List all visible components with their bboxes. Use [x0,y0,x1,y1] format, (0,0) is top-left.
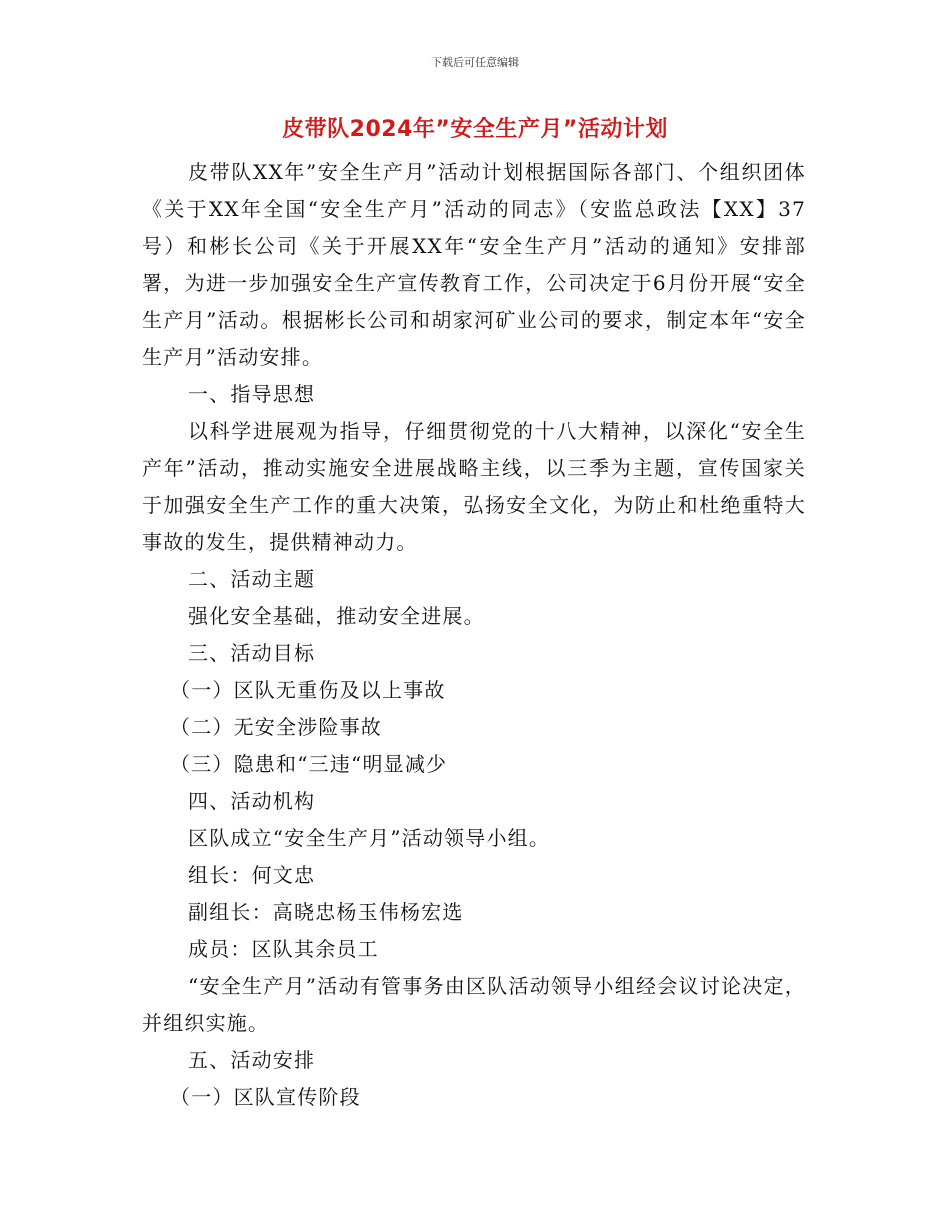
organization-decision-paragraph: “安全生产月”活动有管事务由区队活动领导小组经会议讨论决定，并组织实施。 [142,974,806,1035]
section-heading-activity-goals: 三、活动目标 [188,641,316,665]
team-leader: 组长：何文忠 [188,863,316,887]
section-heading-activity-organization: 四、活动机构 [188,789,316,813]
document-title: 皮带队2024年”安全生产月”活动计划 [282,117,668,142]
section-heading-activity-arrangement: 五、活动安排 [188,1048,316,1072]
guiding-ideology-paragraph: 以科学进展观为指导，仔细贯彻党的十八大精神，以深化“安全生产年”活动，推动实施安全进展战略主线，以三季为主题，宣传国家关于加强安全生产工作的重大决策，弘扬安全文化，为防止和杜绝重特大事故的发生，提供精神动力。 [142,419,806,554]
header-note: 下载后可任意编辑 [431,56,519,69]
goal-item-1: （一）区队无重伤及以上事故 [170,678,446,702]
goal-item-2: （二）无安全涉险事故 [170,715,382,739]
section-heading-guiding-ideology: 一、指导思想 [188,382,316,406]
section-heading-activity-theme: 二、活动主题 [188,567,316,591]
goal-item-3: （三）隐患和“三违“明显减少 [170,752,448,776]
intro-paragraph: 皮带队XX年”安全生产月”活动计划根据国际各部门、个组织团体《关于XX年全国“安全生产月”活动的同志》（安监总政法【XX】37号）和彬长公司《关于开展XX年“安全生产月”活动的通知》安排部署，为进一步加强安全生产宣传教育工作，公司决定于6月份开展“安全生产月”活动。根据彬长公司和胡家河矿业公司的要求，制定本年“安全生产月”活动安排。 [142,160,806,369]
organization-text: 区队成立“安全生产月”活动领导小组。 [188,826,551,850]
deputy-team-leaders: 副组长：高晓忠杨玉伟杨宏选 [188,900,464,924]
activity-theme-text: 强化安全基础，推动安全进展。 [188,604,485,628]
arrangement-item-1: （一）区队宣传阶段 [170,1085,361,1109]
document-body [142,154,806,1116]
team-members: 成员：区队其余员工 [188,937,379,961]
